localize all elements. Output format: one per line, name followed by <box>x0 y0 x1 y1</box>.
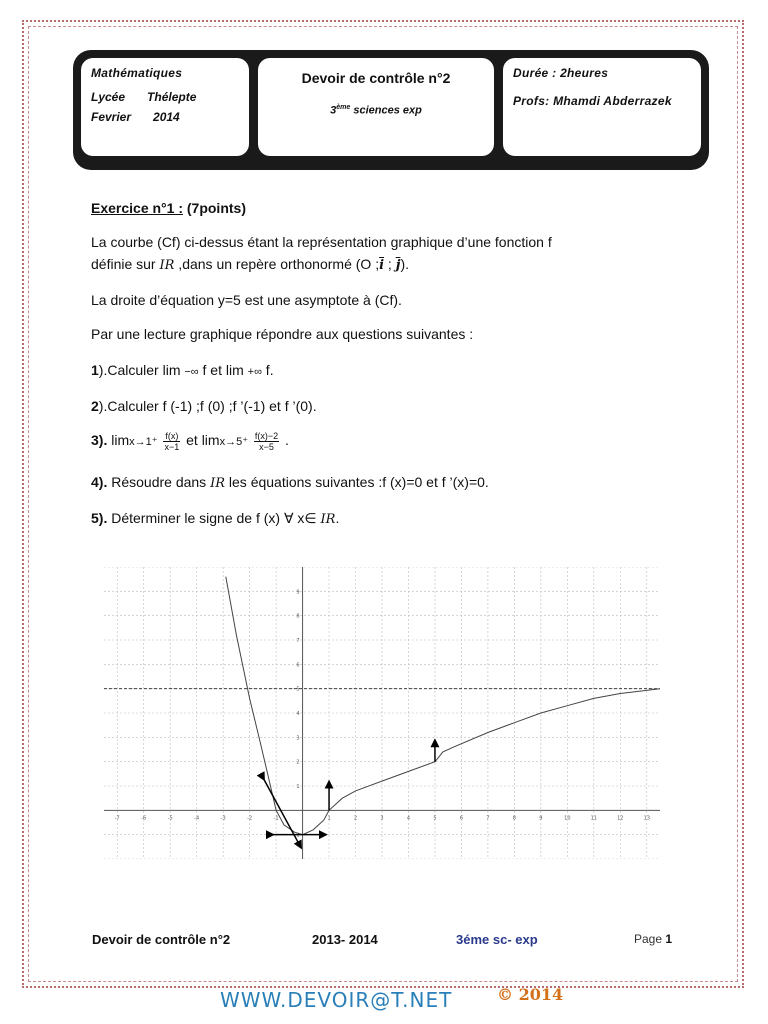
x-tick-label: 8 <box>512 815 516 822</box>
header-right-cell <box>503 58 701 156</box>
header-box <box>73 50 709 170</box>
footer-years: 2013- 2014 <box>312 932 378 947</box>
x-tick-label: -3 <box>220 815 226 822</box>
y-tick-label: 2 <box>296 759 300 766</box>
x-tick-label: 12 <box>617 815 624 822</box>
y-tick-label: 5 <box>296 686 300 693</box>
teachers: Profs: Mhamdi Abderrazek <box>513 94 672 108</box>
school-row <box>91 90 239 104</box>
x-tick-label: 1 <box>327 815 331 822</box>
x-tick-label: -1 <box>273 815 279 822</box>
exam-title: Devoir de contrôle n°2 <box>301 70 451 86</box>
asymptote-line: La droite d’équation y=5 est une asymptote à (Cf). <box>91 292 402 308</box>
x-tick-label: 11 <box>590 815 597 822</box>
x-tick-label: 10 <box>564 815 571 822</box>
x-tick-label: -7 <box>114 815 120 822</box>
y-tick-label: 9 <box>296 589 300 596</box>
question-2: 2).Calculer f (-1) ;f (0) ;f ’(-1) et f ’(0). <box>91 398 317 414</box>
x-tick-label: 7 <box>486 815 490 822</box>
vector-j: $\overline{j}$ <box>395 258 401 273</box>
header-left-cell <box>81 58 249 156</box>
x-tick-label: -5 <box>167 815 173 822</box>
x-tick-label: 4 <box>406 815 411 822</box>
footer-page: Page 1 <box>634 932 673 946</box>
intro-line-2: définie sur IR ,dans un repère orthonormé (O $;\overline{i}$ ; $\overline{j}$). <box>91 256 409 273</box>
x-tick-label: 3 <box>380 815 384 822</box>
x-tick-label: -2 <box>247 815 253 822</box>
intro-line-1: La courbe (Cf) ci-dessus étant la représentation graphique d’une fonction f <box>91 234 552 250</box>
class-name: 3ème sciences exp <box>330 104 422 117</box>
function-graph <box>104 567 660 859</box>
y-tick-label: 3 <box>296 735 300 742</box>
site-watermark[interactable]: WWW.DEVOIR@T.NET <box>220 988 453 1012</box>
copyright-mark: © 2014 <box>497 985 564 1004</box>
instruction-line: Par une lecture graphique répondre aux questions suivantes : <box>91 326 474 342</box>
year: 2014 <box>153 110 180 124</box>
date-row <box>91 110 239 124</box>
y-tick-label: 1 <box>296 784 300 790</box>
x-tick-label: -4 <box>194 815 200 822</box>
x-tick-label: 6 <box>459 815 464 822</box>
x-tick-label: 9 <box>539 815 543 822</box>
subject: Mathématiques <box>91 66 183 80</box>
question-5: 5). Déterminer le signe de f (x) ∀ x∈ IR. <box>91 510 340 527</box>
exercise-title: Exercice n°1 : (7points) <box>91 200 246 216</box>
y-tick-label: -1 <box>294 832 300 839</box>
x-tick-label: 5 <box>433 815 437 822</box>
school-name: Thélepte <box>147 90 197 104</box>
tangent-arrow <box>264 780 301 848</box>
vector-i: $\overline{i}$ <box>379 258 385 273</box>
question-3: 3). limx→1⁺ $\frac{f(x)}{x-1}$ et limx→5⁺ $\frac{f(x)-2}{x-5}$ . <box>91 430 289 452</box>
x-tick-label: 13 <box>643 815 650 822</box>
question-1: 1).Calculer lim −∞ f et lim +∞ f. <box>91 362 274 378</box>
x-tick-label: 2 <box>353 815 358 822</box>
school-label: Lycée <box>91 90 126 104</box>
x-tick-label: -6 <box>141 815 147 822</box>
month: Fevrier <box>91 110 132 124</box>
y-tick-label: 8 <box>296 613 300 620</box>
function-curve <box>226 577 660 835</box>
footer-title: Devoir de contrôle n°2 <box>92 932 231 947</box>
footer-class: 3éme sc- exp <box>456 932 538 947</box>
y-tick-label: 4 <box>296 711 300 717</box>
y-tick-label: 7 <box>296 638 300 644</box>
header-middle-cell <box>258 58 494 156</box>
y-tick-label: 6 <box>296 662 300 669</box>
duration: Durée : 2heures <box>513 66 609 80</box>
question-4: 4). Résoudre dans IR les équations suivantes :f (x)=0 et f ’(x)=0. <box>91 474 489 491</box>
